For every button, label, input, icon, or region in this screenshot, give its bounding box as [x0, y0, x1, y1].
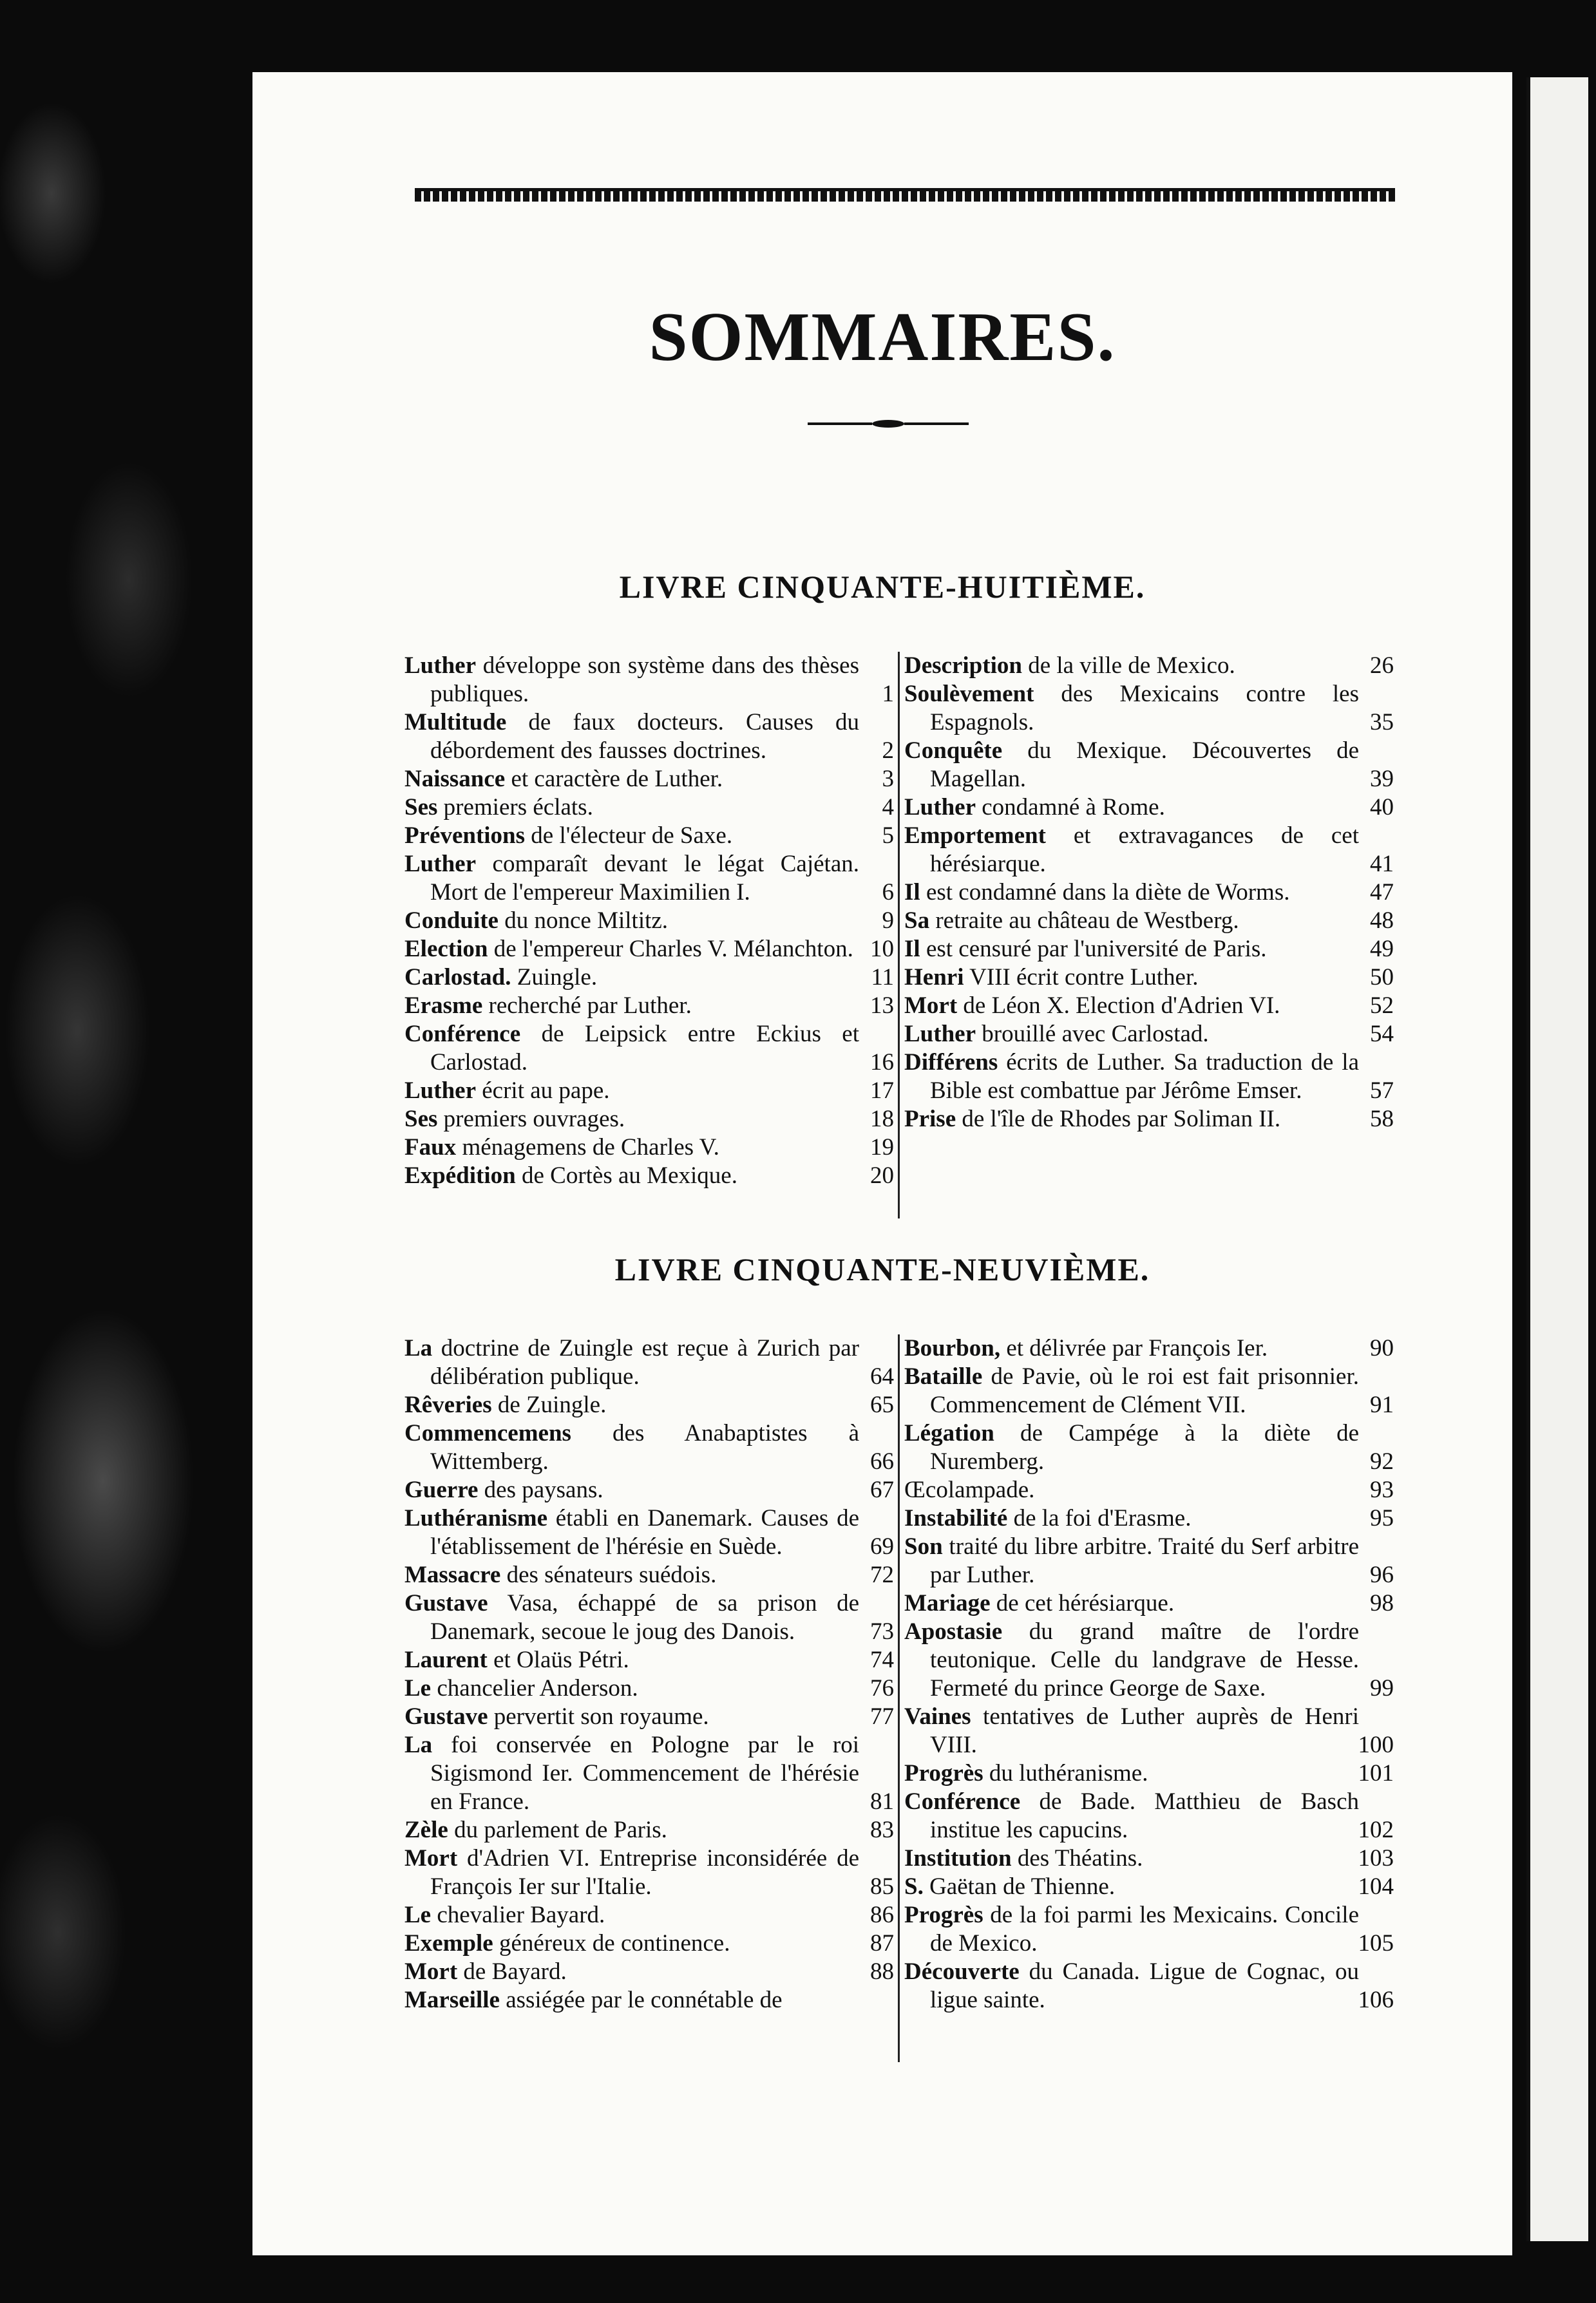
page-number: 3 [882, 766, 894, 792]
page-number: 99 [1370, 1675, 1394, 1701]
summary-entry-text: Expédition de Cortès au Mexique. [404, 1162, 737, 1189]
summary-entry-text: Prise de l'île de Rhodes par Soliman II. [904, 1106, 1281, 1132]
page-number: 104 [1358, 1873, 1394, 1900]
page-number: 72 [870, 1562, 894, 1588]
summary-entry-text: Le chancelier Anderson. [404, 1675, 638, 1701]
page-number: 13 [870, 992, 894, 1019]
summary-entry [404, 1077, 894, 1105]
page-number: 86 [870, 1902, 894, 1928]
summary-entry [404, 1731, 894, 1816]
summary-entry-text: Marseille assiégée par le connétable de [404, 1987, 783, 2013]
summary-entry [404, 1162, 894, 1190]
summary-entry-text: Œcolampade. [904, 1477, 1035, 1503]
summary-entry-text: Institution des Théatins. [904, 1845, 1143, 1872]
summary-entry-text: Multitude de faux docteurs. Causes du débordement des fausses doctrines. [404, 709, 859, 764]
summary-entry [404, 992, 894, 1020]
summary-entry [904, 963, 1394, 992]
summary-entry-text: Gustave Vasa, échappé de sa prison de Danemark, secoue le joug des Danois. [404, 1590, 859, 1645]
page-number: 48 [1370, 907, 1394, 934]
page-number: 85 [870, 1873, 894, 1900]
page-number: 1 [882, 681, 894, 707]
summary-entry-text: Il est condamné dans la diète de Worms. [904, 879, 1290, 905]
summary-entry-text: Luther condamné à Rome. [904, 794, 1165, 820]
page-number: 103 [1358, 1845, 1394, 1872]
summary-entry-text: Mort de Léon X. Election d'Adrien VI. [904, 992, 1280, 1019]
summary-entry-text: Son traité du libre arbitre. Traité du Serf arbitre par Luther. [904, 1533, 1359, 1588]
summary-entry [904, 1844, 1394, 1873]
summary-entry [404, 793, 894, 822]
summary-entry-text: Bataille de Pavie, où le roi est fait prisonnier. Commencement de Clément VII. [904, 1363, 1359, 1418]
summary-entry-text: Conférence de Bade. Matthieu de Basch institue les capucins. [904, 1788, 1359, 1843]
summary-entry [404, 1334, 894, 1391]
summary-entry [404, 1419, 894, 1476]
summary-entry-text: Progrès du luthéranisme. [904, 1760, 1148, 1786]
summary-entry [904, 1618, 1394, 1703]
summary-entry-text: Conduite du nonce Miltitz. [404, 907, 669, 934]
summary-entry [404, 1929, 894, 1958]
summary-entry [904, 1334, 1394, 1363]
page-number: 9 [882, 907, 894, 934]
livre-58-right-column [904, 652, 1394, 1133]
summary-entry [904, 1476, 1394, 1504]
summary-entry-text: Mariage de cet hérésiarque. [904, 1590, 1175, 1616]
summary-entry [904, 1105, 1394, 1133]
page-number: 10 [870, 936, 894, 962]
decorative-top-rule [415, 188, 1395, 202]
page-number: 47 [1370, 879, 1394, 905]
summary-entry [404, 1901, 894, 1929]
page-number: 105 [1358, 1930, 1394, 1957]
page-number: 77 [870, 1703, 894, 1730]
summary-entry-text: Vaines tentatives de Luther auprès de Henri VIII. [904, 1703, 1359, 1758]
page-number: 41 [1370, 851, 1394, 877]
summary-entry-text: Préventions de l'électeur de Saxe. [404, 822, 733, 849]
summary-entry-text: Election de l'empereur Charles V. Mélanchton. [404, 936, 853, 962]
summary-entry-text: Découverte du Canada. Ligue de Cognac, ou ligue sainte. [904, 1958, 1359, 2013]
summary-entry-text: Carlostad. Zuingle. [404, 964, 598, 990]
summary-entry-text: Luther écrit au pape. [404, 1077, 610, 1104]
summary-entry [404, 1958, 894, 1986]
summary-entry-text: Sa retraite au château de Westberg. [904, 907, 1239, 934]
summary-entry [404, 708, 894, 765]
summary-entry [404, 1703, 894, 1731]
summary-entry-text: La doctrine de Zuingle est reçue à Zurich par délibération publique. [404, 1335, 859, 1390]
page-number: 40 [1370, 794, 1394, 820]
summary-entry [904, 1419, 1394, 1476]
summary-entry-text: Il est censuré par l'université de Paris. [904, 936, 1267, 962]
summary-entry [904, 822, 1394, 878]
page-number: 17 [870, 1077, 894, 1104]
summary-entry [904, 935, 1394, 963]
summary-entry-text: Luther comparaît devant le légat Cajétan. Mort de l'empereur Maximilien I. [404, 851, 859, 905]
summary-entry [904, 1759, 1394, 1788]
page-number: 39 [1370, 766, 1394, 792]
column-divider [898, 1334, 900, 2062]
page-number: 67 [870, 1477, 894, 1503]
summary-entry [904, 1020, 1394, 1048]
page-number: 58 [1370, 1106, 1394, 1132]
page-number: 11 [871, 964, 894, 990]
summary-entry [404, 1504, 894, 1561]
summary-entry-text: Luther développe son système dans des thèses publiques. [404, 652, 859, 707]
page-number: 88 [870, 1958, 894, 1985]
document-page [252, 72, 1512, 2255]
summary-entry-text: Laurent et Olaüs Pétri. [404, 1647, 629, 1673]
summary-entry-text: Massacre des sénateurs suédois. [404, 1562, 717, 1588]
summary-entry [904, 1788, 1394, 1844]
page-number: 20 [870, 1162, 894, 1189]
page-number: 19 [870, 1134, 894, 1161]
summary-entry-text: Ses premiers ouvrages. [404, 1106, 625, 1132]
livre-58-left-column [404, 652, 894, 1190]
summary-entry-text: Ses premiers éclats. [404, 794, 593, 820]
summary-entry [904, 1901, 1394, 1958]
summary-entry-text: Henri VIII écrit contre Luther. [904, 964, 1199, 990]
summary-entry-text: Légation de Campége à la diète de Nuremberg. [904, 1420, 1359, 1475]
summary-entry [904, 1533, 1394, 1589]
ornament-divider [808, 420, 969, 426]
summary-entry [904, 1048, 1394, 1105]
summary-entry-text: Conquête du Mexique. Découvertes de Magellan. [904, 737, 1359, 792]
summary-entry [904, 793, 1394, 822]
summary-entry [904, 1589, 1394, 1618]
page-number: 69 [870, 1533, 894, 1560]
summary-entry [904, 878, 1394, 907]
facing-page-edge [1526, 77, 1588, 2241]
summary-entry [404, 1646, 894, 1674]
summary-entry-text: Luthéranisme établi en Danemark. Causes de l'établissement de l'hérésie en Suède. [404, 1505, 859, 1560]
page-number: 64 [870, 1363, 894, 1390]
page-number: 96 [1370, 1562, 1394, 1588]
summary-entry-text: Apostasie du grand maître de l'ordre teutonique. Celle du landgrave de Hesse. Fermeté du prince George de Saxe. [904, 1618, 1359, 1701]
summary-entry [904, 652, 1394, 680]
page-number: 4 [882, 794, 894, 820]
summary-entry-text: La foi conservée en Pologne par le roi Sigismond Ier. Commencement de l'hérésie en France. [404, 1732, 859, 1815]
summary-entry-text: Gustave pervertit son royaume. [404, 1703, 709, 1730]
page-number: 95 [1370, 1505, 1394, 1531]
summary-entry [404, 1561, 894, 1589]
page-number: 65 [870, 1392, 894, 1418]
page-number: 6 [882, 879, 894, 905]
summary-entry-text: Soulèvement des Mexicains contre les Espagnols. [904, 681, 1359, 735]
summary-entry-text: Progrès de la foi parmi les Mexicains. Concile de Mexico. [904, 1902, 1359, 1957]
summary-entry [904, 1504, 1394, 1533]
page-number: 98 [1370, 1590, 1394, 1616]
summary-entry-text: Le chevalier Bayard. [404, 1902, 605, 1928]
page-number: 50 [1370, 964, 1394, 990]
summary-entry [404, 1133, 894, 1162]
summary-entry [404, 1986, 894, 2014]
summary-entry-text: Luther brouillé avec Carlostad. [904, 1021, 1209, 1047]
summary-entry [904, 680, 1394, 737]
page-number: 35 [1370, 709, 1394, 735]
summary-entry-text: Faux ménagemens de Charles V. [404, 1134, 719, 1161]
summary-entry-text: Rêveries de Zuingle. [404, 1392, 607, 1418]
page-number: 90 [1370, 1335, 1394, 1361]
summary-entry [404, 1674, 894, 1703]
page-number: 106 [1358, 1987, 1394, 2013]
summary-entry [904, 907, 1394, 935]
page-number: 18 [870, 1106, 894, 1132]
page-number: 16 [870, 1049, 894, 1076]
page-number: 93 [1370, 1477, 1394, 1503]
livre-58-heading: LIVRE CINQUANTE-HUITIÈME. [619, 569, 1146, 605]
page-number: 2 [882, 737, 894, 764]
page-number: 100 [1358, 1732, 1394, 1758]
page-number: 26 [1370, 652, 1394, 679]
summary-entry-text: Zèle du parlement de Paris. [404, 1817, 667, 1843]
summary-entry [904, 1873, 1394, 1901]
page-number: 5 [882, 822, 894, 849]
summary-entry [404, 1476, 894, 1504]
summary-entry [404, 1105, 894, 1133]
summary-entry-text: Emportement et extravagances de cet hérésiarque. [904, 822, 1359, 877]
summary-entry-text: Naissance et caractère de Luther. [404, 766, 723, 792]
summary-entry [904, 992, 1394, 1020]
summary-entry-text: Erasme recherché par Luther. [404, 992, 692, 1019]
page-number: 102 [1358, 1817, 1394, 1843]
page-title: SOMMAIRES. [649, 299, 1116, 375]
summary-entry [404, 963, 894, 992]
summary-entry [404, 1020, 894, 1077]
summary-entry-text: Description de la ville de Mexico. [904, 652, 1235, 679]
summary-entry-text: Guerre des paysans. [404, 1477, 603, 1503]
livre-59-heading: LIVRE CINQUANTE-NEUVIÈME. [614, 1251, 1150, 1287]
page-number: 49 [1370, 936, 1394, 962]
page-number: 101 [1358, 1760, 1394, 1786]
summary-entry [404, 1844, 894, 1901]
summary-entry [404, 765, 894, 793]
page-number: 52 [1370, 992, 1394, 1019]
summary-entry [404, 850, 894, 907]
summary-entry-text: Conférence de Leipsick entre Eckius et Carlostad. [404, 1021, 859, 1076]
summary-entry [404, 1589, 894, 1646]
summary-entry-text: Commencemens des Anabaptistes à Wittemberg. [404, 1420, 859, 1475]
page-number: 91 [1370, 1392, 1394, 1418]
summary-entry [904, 1958, 1394, 2014]
page-number: 57 [1370, 1077, 1394, 1104]
page-number: 83 [870, 1817, 894, 1843]
livre-59-left-column [404, 1334, 894, 2014]
summary-entry [904, 737, 1394, 793]
summary-entry [404, 652, 894, 708]
page-number: 92 [1370, 1448, 1394, 1475]
column-divider [898, 652, 900, 1218]
page-number: 54 [1370, 1021, 1394, 1047]
summary-entry-text: Mort d'Adrien VI. Entreprise inconsidérée de François Ier sur l'Italie. [404, 1845, 859, 1900]
summary-entry [404, 822, 894, 850]
page-number: 76 [870, 1675, 894, 1701]
summary-entry [904, 1703, 1394, 1759]
summary-entry-text: S. Gaëtan de Thienne. [904, 1873, 1116, 1900]
summary-entry [404, 935, 894, 963]
page-number: 74 [870, 1647, 894, 1673]
page-number: 73 [870, 1618, 894, 1645]
summary-entry-text: Exemple généreux de continence. [404, 1930, 730, 1957]
page-number: 66 [870, 1448, 894, 1475]
summary-entry [904, 1363, 1394, 1419]
page-number: 81 [870, 1788, 894, 1815]
summary-entry-text: Différens écrits de Luther. Sa traduction de la Bible est combattue par Jérôme Emser. [904, 1049, 1359, 1104]
summary-entry-text: Instabilité de la foi d'Erasme. [904, 1505, 1192, 1531]
summary-entry-text: Mort de Bayard. [404, 1958, 567, 1985]
page-number: 87 [870, 1930, 894, 1957]
summary-entry [404, 907, 894, 935]
summary-entry-text: Bourbon, et délivrée par François Ier. [904, 1335, 1268, 1361]
livre-59-right-column [904, 1334, 1394, 2014]
summary-entry [404, 1391, 894, 1419]
summary-entry [404, 1816, 894, 1844]
